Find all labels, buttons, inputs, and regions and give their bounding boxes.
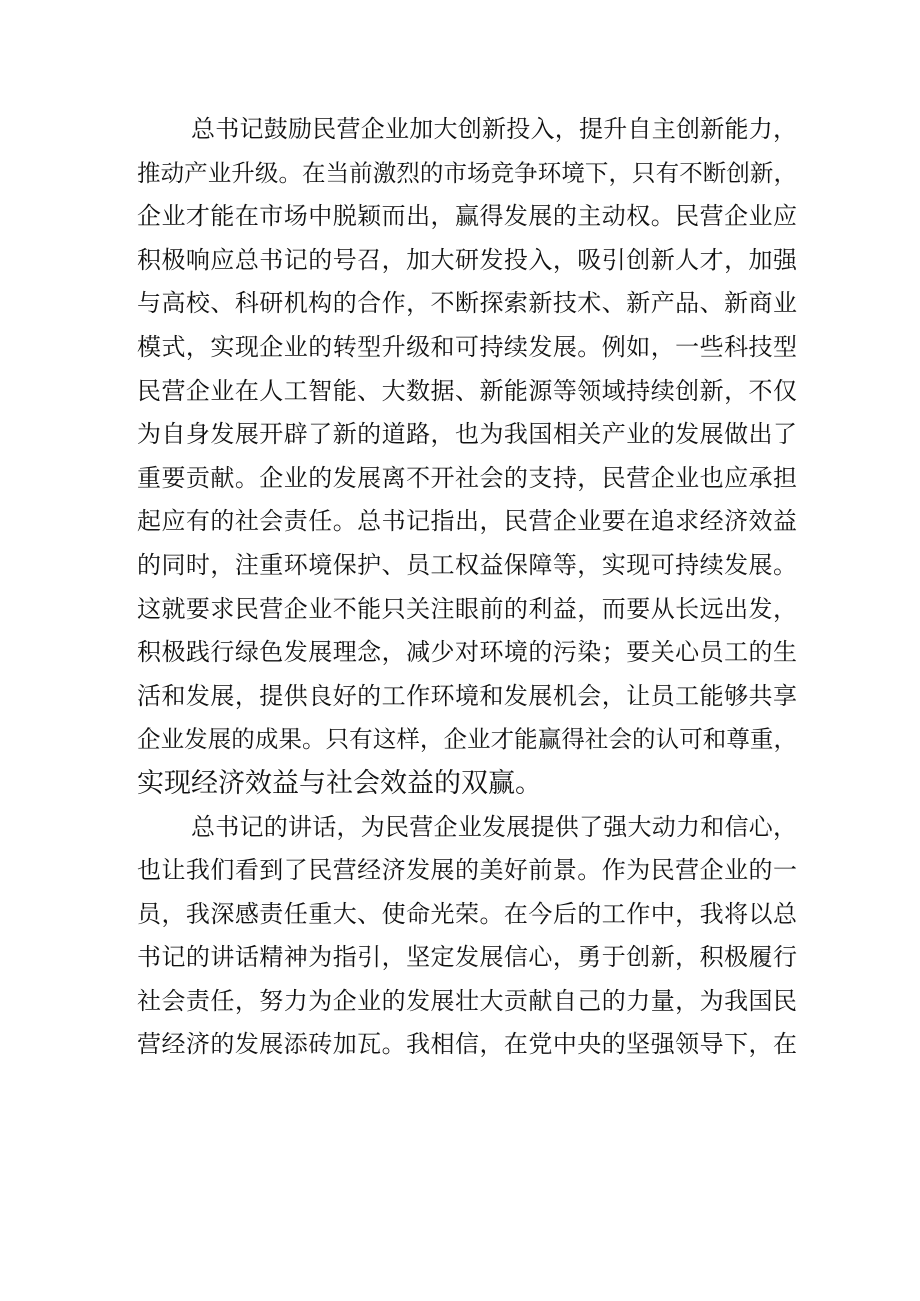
paragraph-1-line: 的同时，注重环境保护、员工权益保障等，实现可持续发展。 (137, 550, 797, 579)
paragraph-1-line: 起应有的社会责任。总书记指出，民营企业要在追求经济效益 (137, 507, 797, 536)
paragraph-1-line: 推动产业升级。在当前激烈的市场竞争环境下，只有不断创新， (137, 158, 797, 187)
paragraph-2 (137, 806, 797, 1068)
paragraph-1-line: 企业才能在市场中脱颖而出，赢得发展的主动权。民营企业应 (137, 202, 797, 231)
paragraph-1-line: 积极践行绿色发展理念，减少对环境的污染；要关心员工的生 (137, 638, 797, 667)
paragraph-2-line: 社会责任，努力为企业的发展壮大贡献自己的力量，为我国民 (137, 986, 797, 1015)
document-body (137, 108, 797, 1067)
paragraph-1-line: 活和发展，提供良好的工作环境和发展机会，让员工能够共享 (137, 681, 797, 710)
paragraph-1-line: 模式，实现企业的转型升级和可持续发展。例如，一些科技型 (137, 332, 797, 361)
paragraph-2-line: 营经济的发展添砖加瓦。我相信，在党中央的坚强领导下，在 (137, 1030, 797, 1059)
paragraph-1-line: 总书记鼓励民营企业加大创新投入，提升自主创新能力， (191, 115, 797, 143)
paragraph-1-line: 企业发展的成果。只有这样，企业才能赢得社会的认可和尊重， (137, 725, 797, 754)
paragraph-1-line: 这就要求民营企业不能只关注眼前的利益，而要从长远出发， (137, 594, 797, 623)
paragraph-2-line: 总书记的讲话，为民营企业发展提供了强大动力和信心， (191, 812, 797, 841)
paragraph-1-line: 重要贡献。企业的发展离不开社会的支持，民营企业也应承担 (137, 463, 797, 492)
paragraph-1-line: 与高校、科研机构的合作，不断探索新技术、新产品、新商业 (137, 289, 797, 318)
paragraph-1-line: 实现经济效益与社会效益的双赢。 (137, 767, 542, 799)
paragraph-2-line: 也让我们看到了民营经济发展的美好前景。作为民营企业的一 (137, 856, 797, 885)
paragraph-1 (137, 108, 797, 806)
paragraph-2-line: 员，我深感责任重大、使命光荣。在今后的工作中，我将以总 (137, 899, 797, 928)
paragraph-1-line: 为自身发展开辟了新的道路，也为我国相关产业的发展做出了 (137, 420, 797, 449)
paragraph-1-line: 民营企业在人工智能、大数据、新能源等领域持续创新，不仅 (137, 376, 797, 405)
paragraph-1-line: 积极响应总书记的号召，加大研发投入，吸引创新人才，加强 (137, 245, 797, 274)
paragraph-2-line: 书记的讲话精神为指引，坚定发展信心，勇于创新，积极履行 (137, 943, 797, 972)
